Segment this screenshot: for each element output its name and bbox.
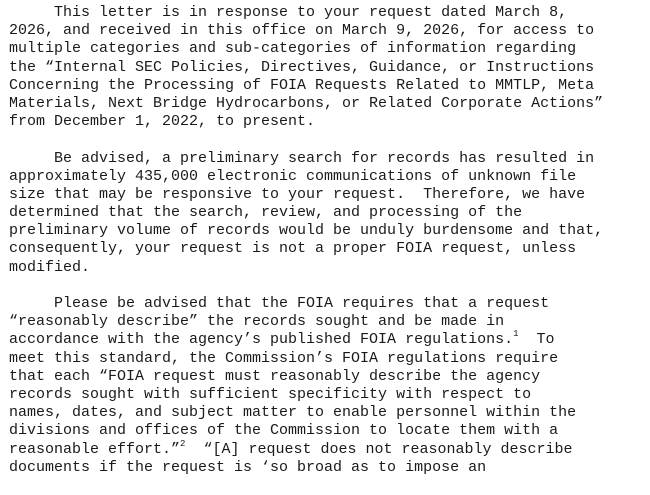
text-line: divisions and offices of the Commission to locate them with a xyxy=(9,422,559,440)
paragraph-1 xyxy=(9,4,645,131)
letter-body xyxy=(9,4,645,495)
paragraph-2 xyxy=(9,150,645,277)
text-line: from December 1, 2022, to present. xyxy=(9,113,316,131)
text-segment: “[A] request does not reasonably describe xyxy=(185,440,573,458)
text-line: names, dates, and subject matter to enable personnel within the xyxy=(9,404,577,422)
text-line: modified. xyxy=(9,258,91,276)
text-line: consequently, your request is not a proper FOIA request, unless xyxy=(9,240,577,258)
text-line: preliminary volume of records would be unduly burdensome and that, xyxy=(9,222,604,240)
text-line: meet this standard, the Commission’s FOIA regulations require xyxy=(9,349,559,367)
text-line xyxy=(9,438,645,459)
text-line: multiple categories and sub-categories of information regarding xyxy=(9,40,577,58)
text-line: approximately 435,000 electronic communications of unknown file xyxy=(9,167,577,185)
footnote-marker: 2 xyxy=(180,438,186,449)
text-line: “reasonably describe” the records sought and be made in xyxy=(9,313,505,331)
text-line: Be advised, a preliminary search for records has resulted in xyxy=(9,149,595,167)
text-line: Concerning the Processing of FOIA Requests Related to MMTLP, Meta xyxy=(9,76,595,94)
text-line: size that may be responsive to your request. Therefore, we have xyxy=(9,185,586,203)
text-line: records sought with sufficient specificity with respect to xyxy=(9,385,532,403)
text-line: 2026, and received in this office on March 9, 2026, for access to xyxy=(9,22,595,40)
text-line xyxy=(9,331,645,349)
text-line: determined that the search, review, and processing of the xyxy=(9,204,523,222)
text-line: that each “FOIA request must reasonably describe the agency xyxy=(9,367,541,385)
text-segment: reasonable effort.” xyxy=(9,440,181,458)
footnote-marker: 1 xyxy=(513,329,519,340)
paragraph-3 xyxy=(9,295,645,477)
text-line: This letter is in response to your request dated March 8, xyxy=(9,4,568,21)
text-line: the “Internal SEC Policies, Directives, Guidance, or Instructions xyxy=(9,58,595,76)
text-line: Materials, Next Bridge Hydrocarbons, or Related Corporate Actions” xyxy=(9,94,604,112)
text-segment: To xyxy=(518,331,555,349)
text-line: documents if the request is ‘so broad as to impose an xyxy=(9,458,487,476)
text-line: Please be advised that the FOIA requires that a request xyxy=(9,295,550,312)
text-segment: accordance with the agency’s published FOIA regulations. xyxy=(9,331,514,349)
